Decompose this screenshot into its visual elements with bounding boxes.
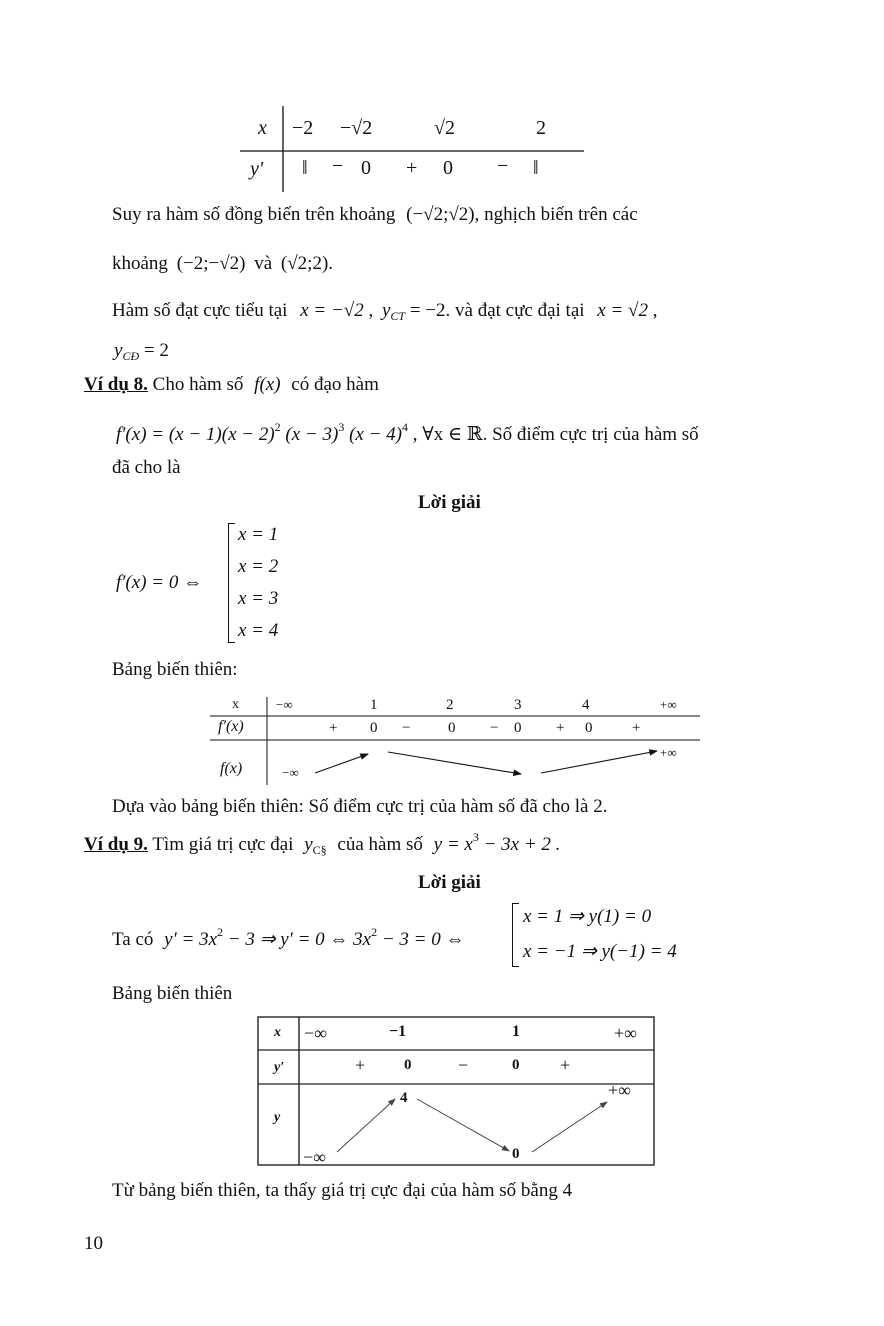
text: Ta có	[112, 929, 154, 950]
table9-sign: 0	[512, 1057, 520, 1073]
table8-sign: 0	[585, 720, 593, 736]
table8-x-value: 3	[514, 697, 522, 713]
question-text: Số điểm cực trị của hàm số	[492, 424, 699, 445]
exponent: 3	[472, 830, 479, 844]
arrow-up	[541, 751, 657, 773]
table9-x-value: −1	[389, 1023, 407, 1040]
y-max-subscript: CĐ	[122, 349, 140, 363]
solution-title: Lời giải	[418, 872, 481, 893]
factor: (x − 3)	[285, 424, 339, 445]
table9-sign: 0	[404, 1057, 412, 1073]
math: − 3 ⇒ y′ = 0 ⇔ 3x	[227, 929, 372, 950]
table9-x-value: 1	[512, 1023, 520, 1040]
derivative-formula	[116, 420, 699, 446]
root: x = 1	[238, 524, 279, 545]
table9-y-value: 0	[512, 1146, 520, 1162]
text: có đạo hàm	[291, 374, 379, 395]
table1-sign: −	[497, 155, 509, 177]
text: và	[254, 253, 273, 274]
y-min-symbol: y	[381, 300, 391, 321]
table9-y-label: y	[274, 1110, 281, 1125]
table9-derivative-label: y′	[274, 1060, 285, 1075]
table9-x-label: x	[274, 1025, 281, 1040]
y-subscript: C§	[312, 843, 327, 857]
text: . và đạt cực đại tại	[445, 300, 585, 321]
exponent: 4	[402, 420, 409, 434]
table8-f-value: −∞	[282, 765, 299, 780]
table9-y-value: −∞	[303, 1147, 326, 1167]
y-max-value: = 2	[143, 340, 169, 361]
function-expression-rest: − 3x + 2 .	[483, 834, 561, 855]
exponent: 2	[371, 925, 378, 939]
case: x = −1 ⇒ y(−1) = 4	[523, 941, 677, 962]
table9-sign: +	[560, 1055, 571, 1075]
example-9-heading	[84, 830, 560, 858]
x-min-equation: x = −√2	[300, 300, 364, 321]
exponent: 2	[217, 925, 223, 939]
table9-y-value: +∞	[608, 1080, 631, 1100]
text: của hàm số	[337, 834, 423, 855]
table8-sign: 0	[370, 720, 378, 736]
text: Suy ra hàm số đồng biến trên khoảng	[112, 204, 396, 225]
interval-decreasing-2: (√2;2)	[280, 253, 329, 274]
table8-x-value: +∞	[660, 697, 677, 712]
question-text-continued: đã cho là	[112, 457, 181, 478]
table8-x-label: x	[232, 697, 239, 712]
y-symbol: y	[304, 834, 313, 855]
extrema-line: Hàm số đạt cực tiểu tại x = −√2 , $y_{CT} = -2$. và đạt cực đại tại x = √2 ,	[112, 300, 658, 323]
arrow-down	[417, 1099, 509, 1151]
table8-sign: +	[556, 720, 565, 736]
text: Cho hàm số	[152, 374, 244, 395]
text: Tìm giá trị cực đại	[152, 834, 294, 855]
function-expression: y = x	[433, 834, 473, 855]
table1-sign: 0	[361, 157, 371, 179]
example-label: Ví dụ 8.	[84, 374, 148, 395]
math: y′ = 3x	[164, 929, 217, 950]
table9-y-value: 4	[400, 1090, 408, 1106]
text: .	[328, 253, 334, 274]
table8-x-value: 4	[582, 697, 590, 713]
y-min-subscript: CT	[390, 309, 406, 323]
equation-lhs: f′(x) = 0 ⇔	[116, 572, 203, 593]
example-9-conclusion: Từ bảng biến thiên, ta thấy giá trị cực đại của hàm số bằng 4	[112, 1180, 573, 1201]
case: x = 1 ⇒ y(1) = 0	[523, 906, 652, 927]
table1-x-value: 2	[536, 117, 546, 139]
table1-y-label: y'	[250, 158, 264, 180]
example-label: Ví dụ 9.	[84, 834, 148, 855]
table8-sign: −	[402, 720, 411, 736]
example-8-heading	[84, 374, 379, 396]
table-caption: Bảng biến thiên	[112, 983, 233, 1004]
domain-statement: , ∀x ∈ ℝ.	[412, 424, 488, 445]
table1-sign: ‖	[302, 157, 308, 179]
table1-sign: +	[406, 157, 418, 179]
function-symbol: f(x)	[254, 374, 281, 395]
text: khoảng	[112, 253, 168, 274]
math: − 3 = 0 ⇔	[381, 929, 465, 950]
table1-x-value: −√2	[340, 117, 373, 139]
table8-x-value: −∞	[276, 697, 293, 712]
monotonic-line-1	[112, 204, 638, 226]
table9-x-value: −∞	[304, 1023, 327, 1043]
table8-x-value: 2	[446, 697, 454, 713]
y-max-symbol: y	[114, 340, 123, 361]
bracket	[512, 903, 519, 967]
derivative-solving-line	[112, 925, 465, 951]
page-number: 10	[84, 1233, 103, 1254]
y-max-line	[114, 340, 169, 364]
factor: (x − 4)	[349, 424, 403, 445]
table8-sign: 0	[514, 720, 522, 736]
exponent: 2	[274, 420, 281, 434]
table1-sign: 0	[443, 157, 453, 179]
table8-sign: +	[329, 720, 338, 736]
root: x = 4	[238, 620, 279, 641]
table8-f-value: +∞	[660, 745, 677, 760]
table8-sign: 0	[448, 720, 456, 736]
table1-x-value: √2	[434, 117, 455, 139]
solution-title: Lời giải	[418, 492, 481, 513]
arrow-up	[532, 1102, 607, 1152]
text: Hàm số đạt cực tiểu tại	[112, 300, 288, 321]
example-8-conclusion: Dựa vào bảng biến thiên: Số điểm cực trị của hàm số đã cho là 2.	[112, 796, 608, 817]
table9-sign: +	[355, 1055, 366, 1075]
exponent: 3	[338, 420, 345, 434]
table8-sign: −	[490, 720, 499, 736]
arrow-down	[388, 752, 521, 774]
interval-decreasing-1: (−2;−√2)	[176, 253, 246, 274]
arrow-up	[315, 754, 368, 773]
root: x = 2	[238, 556, 279, 577]
table1-x-value: −2	[292, 117, 314, 139]
interval-increasing: (−√2;√2)	[406, 204, 475, 225]
x-max-equation: x = √2	[597, 300, 648, 321]
table8-sign: +	[632, 720, 641, 736]
monotonic-line-2	[112, 253, 333, 275]
table9-sign: −	[458, 1055, 469, 1075]
bracket	[228, 523, 235, 643]
derivative-expression: f′(x) = (x − 1)(x − 2)	[116, 424, 275, 445]
root: x = 3	[238, 588, 279, 609]
table8-derivative-label: f′(x)	[218, 718, 244, 735]
table8-function-label: f(x)	[220, 760, 243, 777]
table8-x-value: 1	[370, 697, 378, 713]
arrow-up	[337, 1099, 395, 1152]
table1-x-label: x	[258, 117, 267, 139]
text: , nghịch biến trên các	[474, 204, 638, 225]
text: ,	[652, 300, 658, 321]
table1-sign: −	[332, 155, 344, 177]
table-caption: Bảng biến thiên:	[112, 659, 238, 680]
y-min-value: = −2	[409, 300, 446, 321]
table1-sign: ‖	[533, 157, 539, 179]
table9-x-value: +∞	[614, 1023, 637, 1043]
